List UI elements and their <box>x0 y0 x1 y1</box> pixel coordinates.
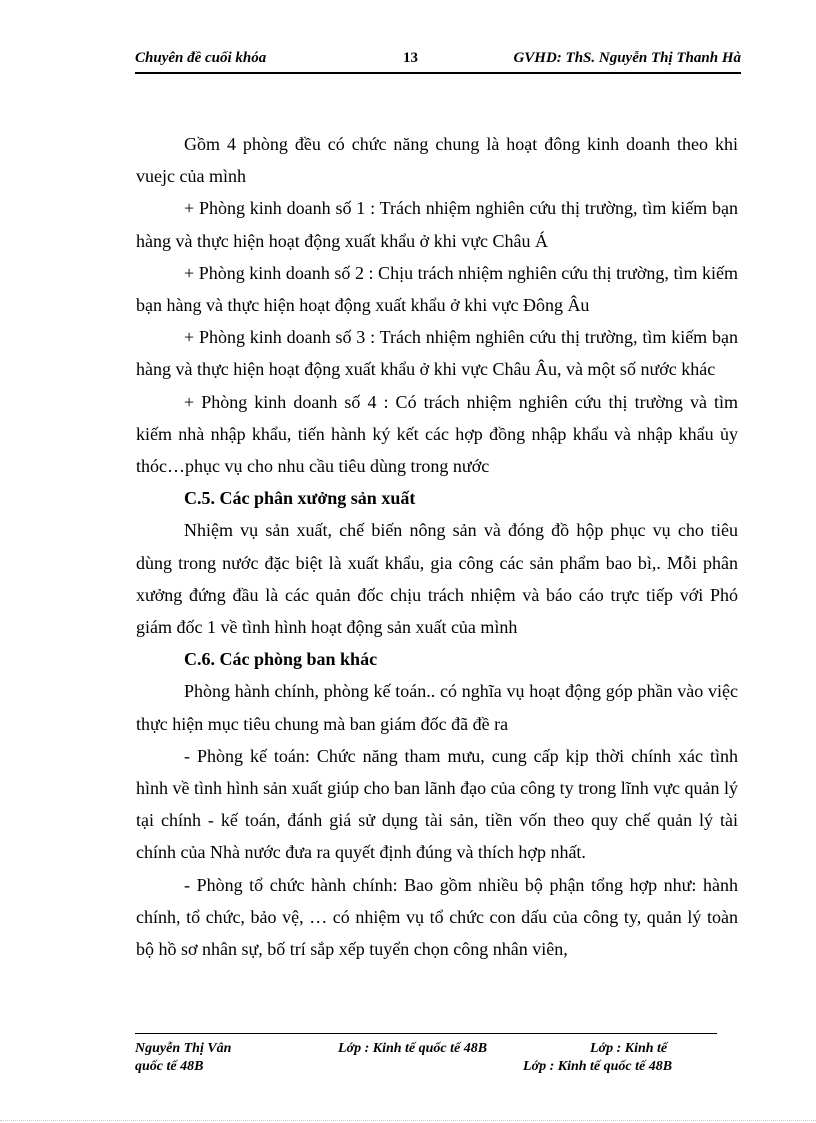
paragraph-business-dept-3: + Phòng kinh doanh số 3 : Trách nhiệm nghiên cứu thị trường, tìm kiếm bạn hàng và thực hiện hoạt động xuất khẩu ở khi vực Châu Âu, và một số nước khác <box>136 327 738 380</box>
footer-class-3: Lớp : Kinh tế quốc tế 48B <box>523 1059 673 1074</box>
page-number: 13 <box>403 50 418 66</box>
page-header <box>135 48 741 74</box>
paragraph-accounting-dept: - Phòng kế toán: Chức năng tham mưu, cung cấp kịp thời chính xác tình hình về tình hình sản xuất giúp cho ban lãnh đạo của công ty trong lĩnh vực quản lý tại chính - kế toán, đánh giá sử dụng tài sản, tiền vốn theo quy chế quản lý tài chính của Nhà nước đưa ra quyết định đúng và thích hợp nhất. <box>136 745 738 863</box>
paragraph-other-departments: Phòng hành chính, phòng kế toán.. có nghĩa vụ hoạt động góp phần vào việc thực hiện mục tiêu chung mà ban giám đốc đã đề ra <box>136 681 738 734</box>
footer-divider <box>135 1033 717 1034</box>
section-heading-c6: C.6. Các phòng ban khác <box>184 649 378 670</box>
page-break-line <box>0 1120 816 1121</box>
paragraph-production-workshops: Nhiệm vụ sản xuất, chế biến nông sản và đóng đồ hộp phục vụ cho tiêu dùng trong nước đặc biệt là xuất khẩu, gia công các sản phẩm bao bì,. Mỗi phân xưởng đứng đầu là các quản đốc chịu trách nhiệm và báo cáo trực tiếp với Phó giám đốc 1 về tình hình hoạt động sản xuất của mình <box>136 520 738 638</box>
paragraph-admin-dept: - Phòng tổ chức hành chính: Bao gồm nhiều bộ phận tổng hợp như: hành chính, tổ chức, bảo vệ, … có nhiệm vụ tổ chức con dấu của công ty, quản lý toàn bộ hồ sơ nhân sự, bố trí sắp xếp tuyển chọn công nhân viên, <box>136 874 738 960</box>
page-body <box>136 128 738 965</box>
footer-author-name: Nguyễn Thị Vân <box>135 1041 232 1056</box>
page-footer <box>135 1040 735 1080</box>
paragraph-business-dept-2: + Phòng kinh doanh số 2 : Chịu trách nhiệm nghiên cứu thị trường, tìm kiếm bạn hàng và thực hiện hoạt động xuất khẩu ở khi vực Đông Âu <box>136 262 738 316</box>
footer-class-continuation: quốc tế 48B <box>135 1059 204 1074</box>
header-supervisor: GVHD: ThS. Nguyễn Thị Thanh Hà <box>513 50 741 66</box>
paragraph-intro: Gồm 4 phòng đều có chức năng chung là hoạt đông kinh doanh theo khi vuejc của mình <box>136 134 738 187</box>
section-heading-c5: C.5. Các phân xưởng sản xuất <box>184 488 416 509</box>
footer-class-2: Lớp : Kinh tế <box>590 1041 668 1056</box>
paragraph-business-dept-1: + Phòng kinh doanh số 1 : Trách nhiệm nghiên cứu thị trường, tìm kiếm bạn hàng và thực hiện hoạt động xuất khẩu ở khi vực Châu Á <box>136 198 738 251</box>
header-document-title: Chuyên đề cuối khóa <box>135 50 267 66</box>
paragraph-business-dept-4: + Phòng kinh doanh số 4 : Có trách nhiệm nghiên cứu thị trường và tìm kiếm nhà nhập khẩu, tiến hành ký kết các hợp đồng nhập khẩu và nhập khẩu ủy thóc…phục vụ cho nhu cầu tiêu dùng trong nước <box>136 391 738 477</box>
footer-class-1: Lớp : Kinh tế quốc tế 48B <box>338 1041 488 1056</box>
